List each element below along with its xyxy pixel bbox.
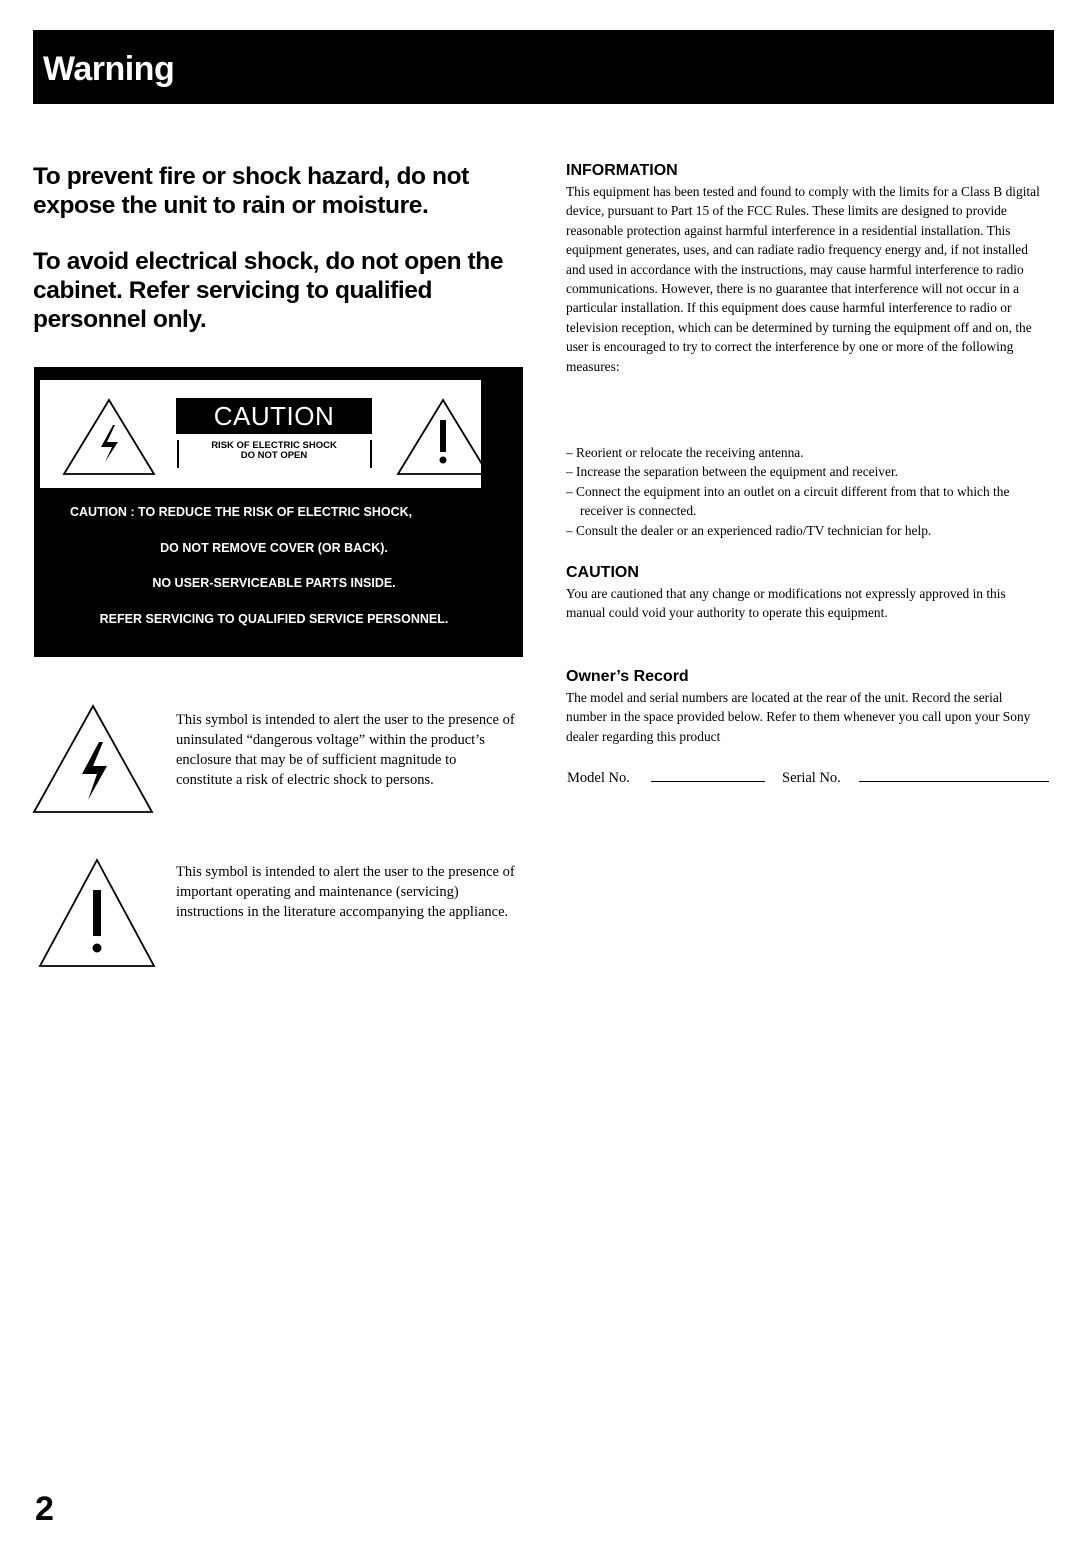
caution-line: DO NOT REMOVE COVER (OR BACK).: [160, 541, 388, 555]
page-title: Warning: [43, 50, 175, 88]
list-item: – Increase the separation between the equipment and receiver.: [566, 464, 899, 480]
information-body: This equipment has been tested and found to comply with the limits for a Class B digital device, pursuant to Part 15 of the FCC Rules. These limits are designed to provide reasonable protection against harmful interference in a residential installation. This equipment generates, uses, and can radiate radio frequency energy and, if not installed and used in accordance with the instructions, may cause harmful interference to radio communications. However, there is no guarantee that interference will not occur in a particular installation. If this equipment does cause harmful interference to radio or television reception, which can be determined by turning the equipment off and on, the user is encouraged to try to correct the interference by one or more of the following measures:: [566, 184, 1040, 374]
lightning-triangle-icon: [32, 704, 154, 814]
list-item: – Connect the equipment into an outlet on a circuit different from that to which the receiver is connected.: [566, 483, 1010, 519]
serial-number-field[interactable]: [859, 781, 1049, 782]
serial-number-label: Serial No.: [782, 770, 841, 786]
risk-of-shock-text: RISK OF ELECTRIC SHOCK DO NOT OPEN: [211, 440, 337, 461]
warning-fire-shock: To prevent fire or shock hazard, do not expose the unit to rain or moisture.: [33, 163, 469, 219]
owners-record-body: The model and serial numbers are located at the rear of the unit. Record the serial number in the space provided below. Refer to them whenever you call upon your Sony dealer regarding this product: [566, 690, 1031, 744]
exclamation-triangle-icon: [38, 858, 156, 968]
information-heading: INFORMATION: [566, 162, 678, 179]
owners-record-heading: Owner’s Record: [566, 668, 689, 685]
warning-electrical-shock: To avoid electrical shock, do not open the cabinet. Refer servicing to qualified personnel only.: [33, 248, 504, 333]
list-item: – Reorient or relocate the receiving antenna.: [566, 445, 804, 460]
caution-line: NO USER-SERVICEABLE PARTS INSIDE.: [152, 576, 396, 590]
symbol-description-instructions: This symbol is intended to alert the user to the presence of important operating and maintenance (servicing) instructions in the literature accompanying the appliance.: [176, 864, 515, 920]
caution-heading: CAUTION: [566, 564, 639, 581]
caution-line: CAUTION : TO REDUCE THE RISK OF ELECTRIC SHOCK,: [70, 505, 413, 519]
page-number: 2: [35, 1490, 54, 1528]
lightning-triangle-icon: [62, 398, 156, 476]
symbol-description-voltage: This symbol is intended to alert the user to the presence of uninsulated “dangerous voltage” within the product’s enclosure that may be of sufficient magnitude to constitute a risk of electric shock to persons.: [176, 712, 515, 788]
model-number-label: Model No.: [567, 770, 630, 786]
caution-label-title: CAUTION: [176, 398, 372, 434]
caution-line: REFER SERVICING TO QUALIFIED SERVICE PERSONNEL.: [99, 612, 449, 626]
header-bar: [33, 30, 1054, 104]
measures-list: [566, 443, 1048, 540]
model-number-field[interactable]: [651, 781, 765, 782]
exclamation-triangle-icon: [396, 398, 490, 476]
caution-body: You are cautioned that any change or modifications not expressly approved in this manual could void your authority to operate this equipment.: [566, 586, 1006, 621]
list-item: – Consult the dealer or an experienced radio/TV technician for help.: [566, 522, 932, 538]
